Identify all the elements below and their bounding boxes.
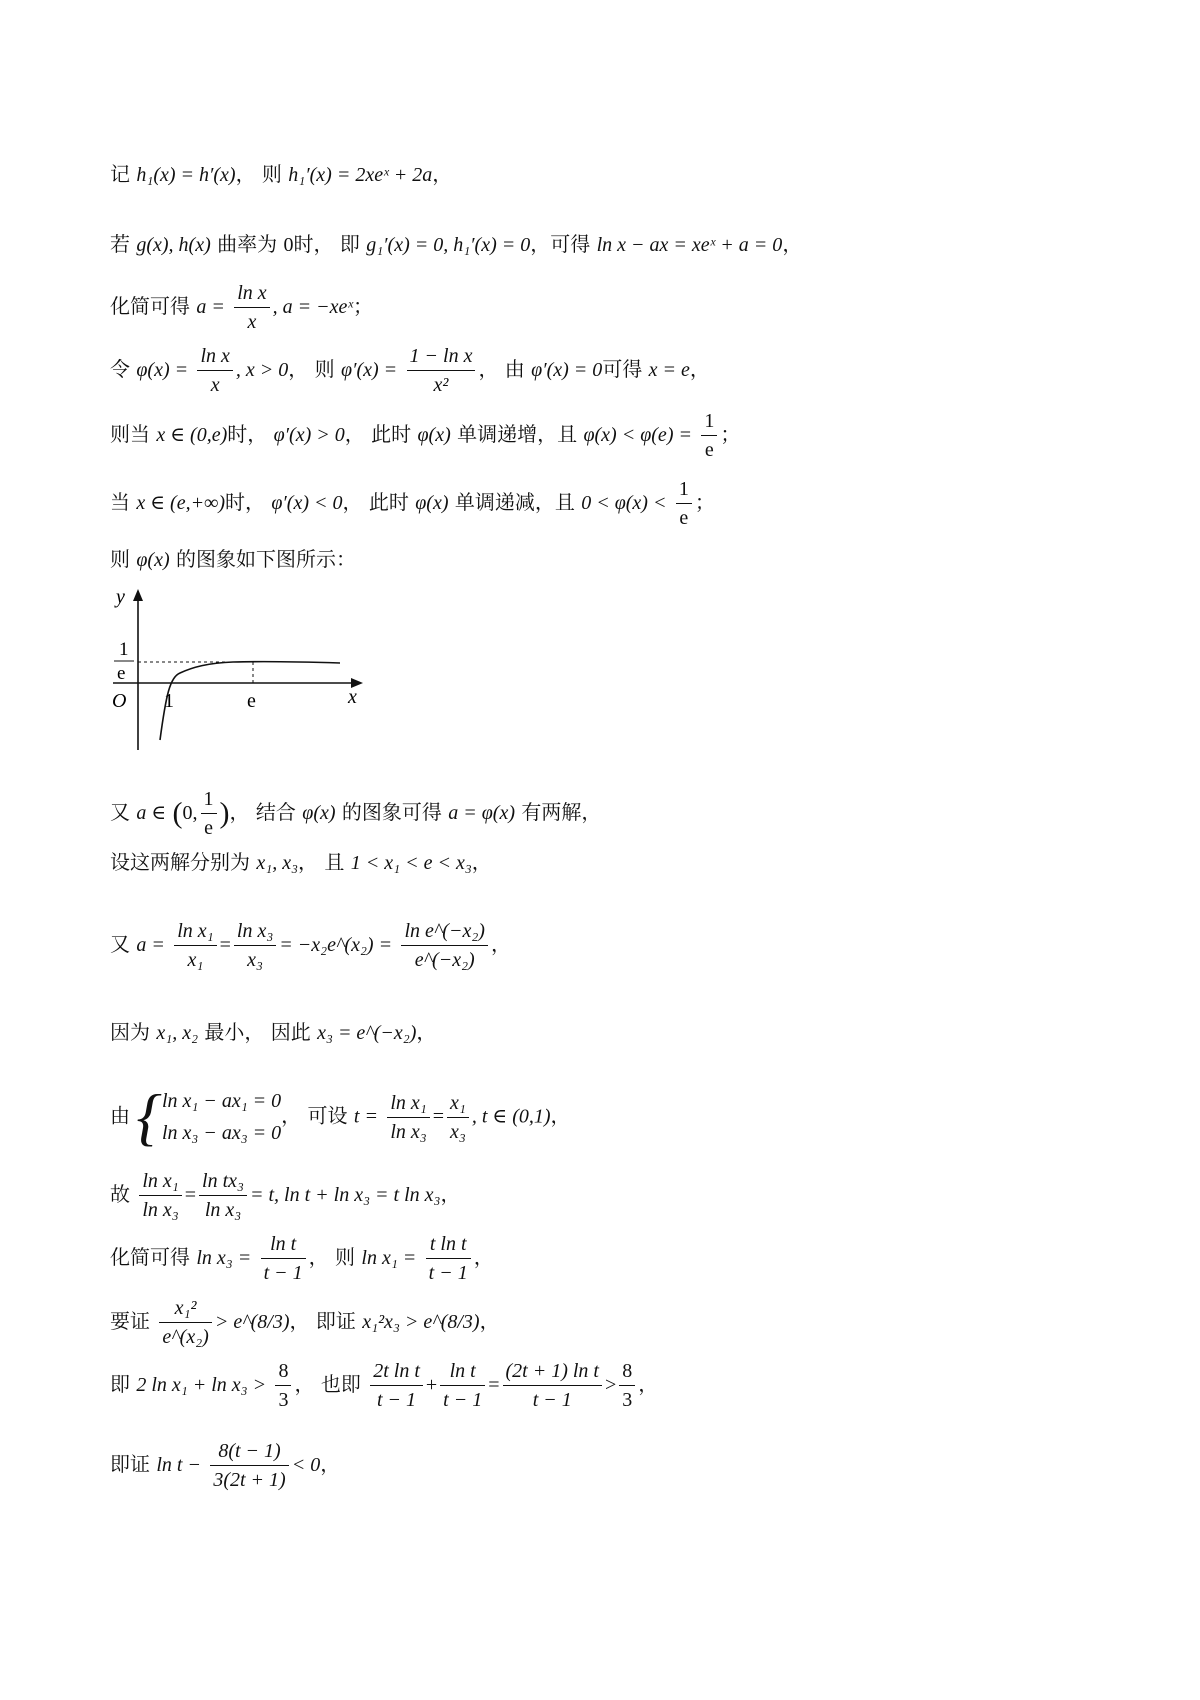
system-rows [162, 1085, 281, 1149]
formula: x ∈ (e,+∞) [136, 492, 225, 514]
numerator: x₁ [447, 1092, 469, 1118]
line-13 [110, 1170, 460, 1221]
formula: = −x₂e^(x₂) = [279, 934, 393, 956]
text: 若 [110, 232, 130, 256]
formula: a ∈ [136, 802, 167, 824]
text: ， 且 [298, 850, 345, 874]
denominator: t − 1 [428, 1262, 468, 1284]
numerator: 2t ln t [370, 1360, 423, 1386]
text: ； [353, 294, 374, 318]
formula: < 0 [291, 1454, 321, 1476]
text: 则当 [110, 422, 150, 446]
numerator: ln x [197, 345, 232, 371]
formula: ln t − [156, 1454, 201, 1476]
text: 时， [225, 490, 265, 514]
origin-label: O [112, 690, 127, 712]
yfrac-num: 1 [119, 639, 129, 660]
numerator: ln e^(−x₂) [401, 920, 488, 946]
line-7 [110, 545, 356, 574]
fraction [370, 1360, 423, 1411]
denominator: e^(x₂) [162, 1326, 209, 1348]
text: ， 此时 [344, 422, 412, 446]
numerator: t ln t [426, 1233, 471, 1259]
numerator: ln x [234, 282, 269, 308]
formula: , x > 0 [235, 359, 289, 381]
line-3 [110, 282, 373, 333]
formula: φ(x) [415, 492, 449, 514]
text: ， [432, 162, 453, 186]
denominator: e [704, 439, 714, 461]
formula: ln x₃ = [196, 1247, 252, 1269]
text: 有两解， [521, 800, 602, 824]
operator: = [184, 1184, 197, 1206]
fraction [676, 478, 692, 529]
left-paren: ( [172, 796, 183, 830]
line-14 [110, 1233, 494, 1284]
formula: a = φ(x) [448, 802, 515, 824]
formula: 0, [182, 802, 198, 824]
formula: x ∈ (0,e) [156, 424, 228, 446]
fraction [401, 920, 488, 971]
numerator: ln x₃ [234, 920, 276, 946]
denominator: x [210, 374, 220, 396]
line-11 [110, 1018, 436, 1047]
text: ， 即证 [289, 1309, 356, 1333]
denominator: e [679, 507, 689, 529]
formula: t = [353, 1105, 378, 1128]
text: ，可得 [530, 232, 591, 256]
numerator: ln t [440, 1360, 485, 1386]
formula: 0 < φ(x) < [581, 492, 667, 514]
line-4 [110, 345, 710, 396]
denominator: e^(−x₂) [414, 949, 475, 971]
text: 曲率为 [217, 232, 278, 256]
text: 由 [110, 1103, 130, 1128]
x-label: x [348, 686, 357, 708]
text: ， 由 [478, 357, 525, 381]
line-12 [110, 1081, 571, 1152]
text: 要证 [110, 1309, 150, 1333]
text: ， [471, 850, 492, 874]
formula: 1 < x₁ < e < x₃ [350, 852, 472, 874]
denominator: t − 1 [263, 1262, 303, 1284]
numerator: ln t [261, 1233, 306, 1259]
line-10 [110, 920, 511, 971]
formula: φ′(x) = [341, 359, 398, 381]
system-row-1: ln x₁ − ax₁ = 0 [161, 1090, 282, 1112]
text: 当 [110, 490, 130, 514]
formula: a = [136, 934, 165, 956]
numerator: (2t + 1) ln t [503, 1360, 603, 1386]
text: ， [416, 1020, 437, 1044]
fraction [261, 1233, 306, 1284]
text: ， 结合 [229, 800, 296, 824]
fraction [201, 788, 217, 839]
text: 时， 即 [293, 232, 360, 256]
formula: φ′(x) > 0 [273, 424, 345, 446]
formula: > e^(8/3) [214, 1311, 290, 1333]
text: ， [782, 232, 803, 256]
formula: x₁²x₃ > e^(8/3) [362, 1311, 480, 1333]
numerator: 1 − ln x [407, 345, 476, 371]
text: 令 [110, 357, 130, 381]
denominator: x₃ [449, 1120, 466, 1143]
text: 时， [227, 422, 268, 446]
y-axis-arrow [133, 589, 143, 601]
line-16 [110, 1360, 658, 1411]
fraction [199, 1170, 247, 1221]
numerator: x₁² [159, 1297, 211, 1323]
text: ； [694, 490, 715, 514]
line-2 [110, 230, 802, 259]
text: ， 可设 [281, 1103, 348, 1128]
numerator: ln x₁ [387, 1092, 429, 1118]
line-8 [110, 788, 601, 839]
line-17 [110, 1440, 340, 1491]
fraction [407, 345, 476, 396]
text: 即 [110, 1372, 130, 1396]
formula: x₁, x₂ [156, 1022, 199, 1044]
denominator: x₁ [187, 949, 204, 971]
left-brace: { [136, 1081, 162, 1152]
formula: g₁′(x) = 0, h₁′(x) = 0 [366, 234, 531, 256]
text: 的图象可得 [341, 800, 442, 824]
fraction [275, 1360, 291, 1411]
denominator: t − 1 [532, 1389, 572, 1411]
denominator: t − 1 [377, 1389, 417, 1411]
text: ， 则 [308, 1245, 356, 1269]
fraction [619, 1360, 635, 1411]
numerator: 8(t − 1) [210, 1440, 288, 1466]
fraction [210, 1440, 288, 1491]
formula: φ′(x) = 0 [531, 359, 603, 381]
text: 化简可得 [110, 1245, 190, 1269]
fraction [234, 282, 269, 333]
operator: = [488, 1374, 500, 1396]
denominator: ln x₃ [142, 1199, 179, 1221]
y-label: y [116, 586, 125, 608]
text: ， [638, 1372, 659, 1396]
formula: x = e [648, 359, 690, 381]
text: 化简可得 [110, 294, 190, 318]
operator: = [219, 934, 231, 956]
text: 的图象如下图所示： [175, 547, 356, 571]
fraction [426, 1233, 471, 1284]
denominator: x [247, 311, 257, 333]
denominator: x² [433, 374, 449, 396]
numerator: 1 [701, 410, 717, 436]
formula: ln x − ax = xeˣ + a = 0 [596, 234, 783, 256]
text: ， 则 [288, 357, 335, 381]
text: 设这两解分别为 [110, 850, 250, 874]
line-6 [110, 478, 715, 529]
formula: 0 [283, 234, 294, 256]
numerator: 1 [201, 788, 217, 814]
denominator: 3 [278, 1389, 289, 1411]
fraction [159, 1297, 211, 1348]
denominator: t − 1 [443, 1389, 483, 1411]
text: 因为 [110, 1020, 150, 1044]
fraction [174, 920, 216, 971]
e-label: e [247, 690, 256, 712]
operator: + [425, 1374, 438, 1396]
formula: , t ∈ (0,1) [471, 1105, 551, 1128]
fraction [234, 920, 276, 971]
numerator: ln x₁ [174, 920, 216, 946]
text: 可得 [602, 357, 643, 381]
fraction [197, 345, 232, 396]
right-paren: ) [219, 796, 230, 830]
numerator: ln tx₃ [199, 1170, 247, 1196]
text: ， 也即 [294, 1372, 361, 1396]
denominator: 3(2t + 1) [213, 1469, 286, 1491]
formula: φ′(x) < 0 [271, 492, 343, 514]
formula: φ(x) < φ(e) = [583, 424, 692, 446]
numerator: 8 [275, 1360, 291, 1386]
denominator: ln x₃ [390, 1120, 427, 1143]
text: ， [550, 1103, 571, 1128]
text: ， [440, 1182, 461, 1206]
phi-graph [108, 585, 368, 755]
formula: φ(x) [302, 802, 336, 824]
text: 单调递增，且 [457, 422, 578, 446]
text: ， 则 [235, 162, 282, 186]
formula: , a = −xeˣ [272, 296, 354, 318]
text: 则 [110, 547, 130, 571]
formula: φ(x) [417, 424, 451, 446]
line-5 [110, 410, 740, 461]
line-15 [110, 1297, 500, 1348]
equation-system [136, 1081, 282, 1152]
text: ， [689, 357, 710, 381]
operator: > [605, 1374, 617, 1396]
formula: x₁, x₃ [256, 852, 299, 874]
denominator: ln x₃ [204, 1199, 242, 1221]
text: ， [473, 1245, 494, 1269]
system-row-2: ln x₃ − ax₃ = 0 [161, 1122, 282, 1144]
fraction [503, 1360, 603, 1411]
numerator: 1 [676, 478, 692, 504]
formula: x₃ = e^(−x₂) [317, 1022, 417, 1044]
fraction [440, 1360, 485, 1411]
text: 故 [110, 1182, 130, 1206]
fraction [139, 1170, 181, 1221]
text: 最小， 因此 [204, 1020, 311, 1044]
numerator: ln x₁ [139, 1170, 181, 1196]
formula: h₁(x) = h′(x) [136, 164, 236, 186]
text: ， [320, 1452, 341, 1476]
line-9 [110, 848, 492, 877]
text: 又 [110, 800, 130, 824]
denominator: e [204, 817, 213, 839]
formula: 2 ln x₁ + ln x₃ > [136, 1374, 267, 1396]
fraction [447, 1092, 469, 1143]
formula: = t, ln t + ln x₃ = t ln x₃ [249, 1184, 441, 1206]
formula: ln x₁ = [361, 1247, 417, 1269]
numerator: 8 [619, 1360, 635, 1386]
text: ； [720, 422, 741, 446]
fraction [387, 1092, 429, 1143]
yfrac-den: e [117, 663, 126, 684]
formula: φ(x) [136, 549, 170, 571]
one-label: 1 [164, 690, 174, 712]
text: 记 [110, 162, 130, 186]
line-1 [110, 160, 452, 189]
denominator: 3 [622, 1389, 633, 1411]
operator: = [432, 1105, 444, 1128]
text: ， [479, 1309, 500, 1333]
denominator: x₃ [247, 949, 263, 971]
text: 又 [110, 932, 130, 956]
formula: a = [196, 296, 225, 318]
text: 单调递减，且 [454, 490, 575, 514]
fraction [701, 410, 717, 461]
text: 即证 [110, 1452, 150, 1476]
text: ， [490, 932, 511, 956]
formula: φ(x) = [136, 359, 189, 381]
formula: h₁′(x) = 2xeˣ + 2a [288, 164, 433, 186]
text: ， 此时 [342, 490, 409, 514]
formula: g(x), h(x) [136, 234, 211, 256]
